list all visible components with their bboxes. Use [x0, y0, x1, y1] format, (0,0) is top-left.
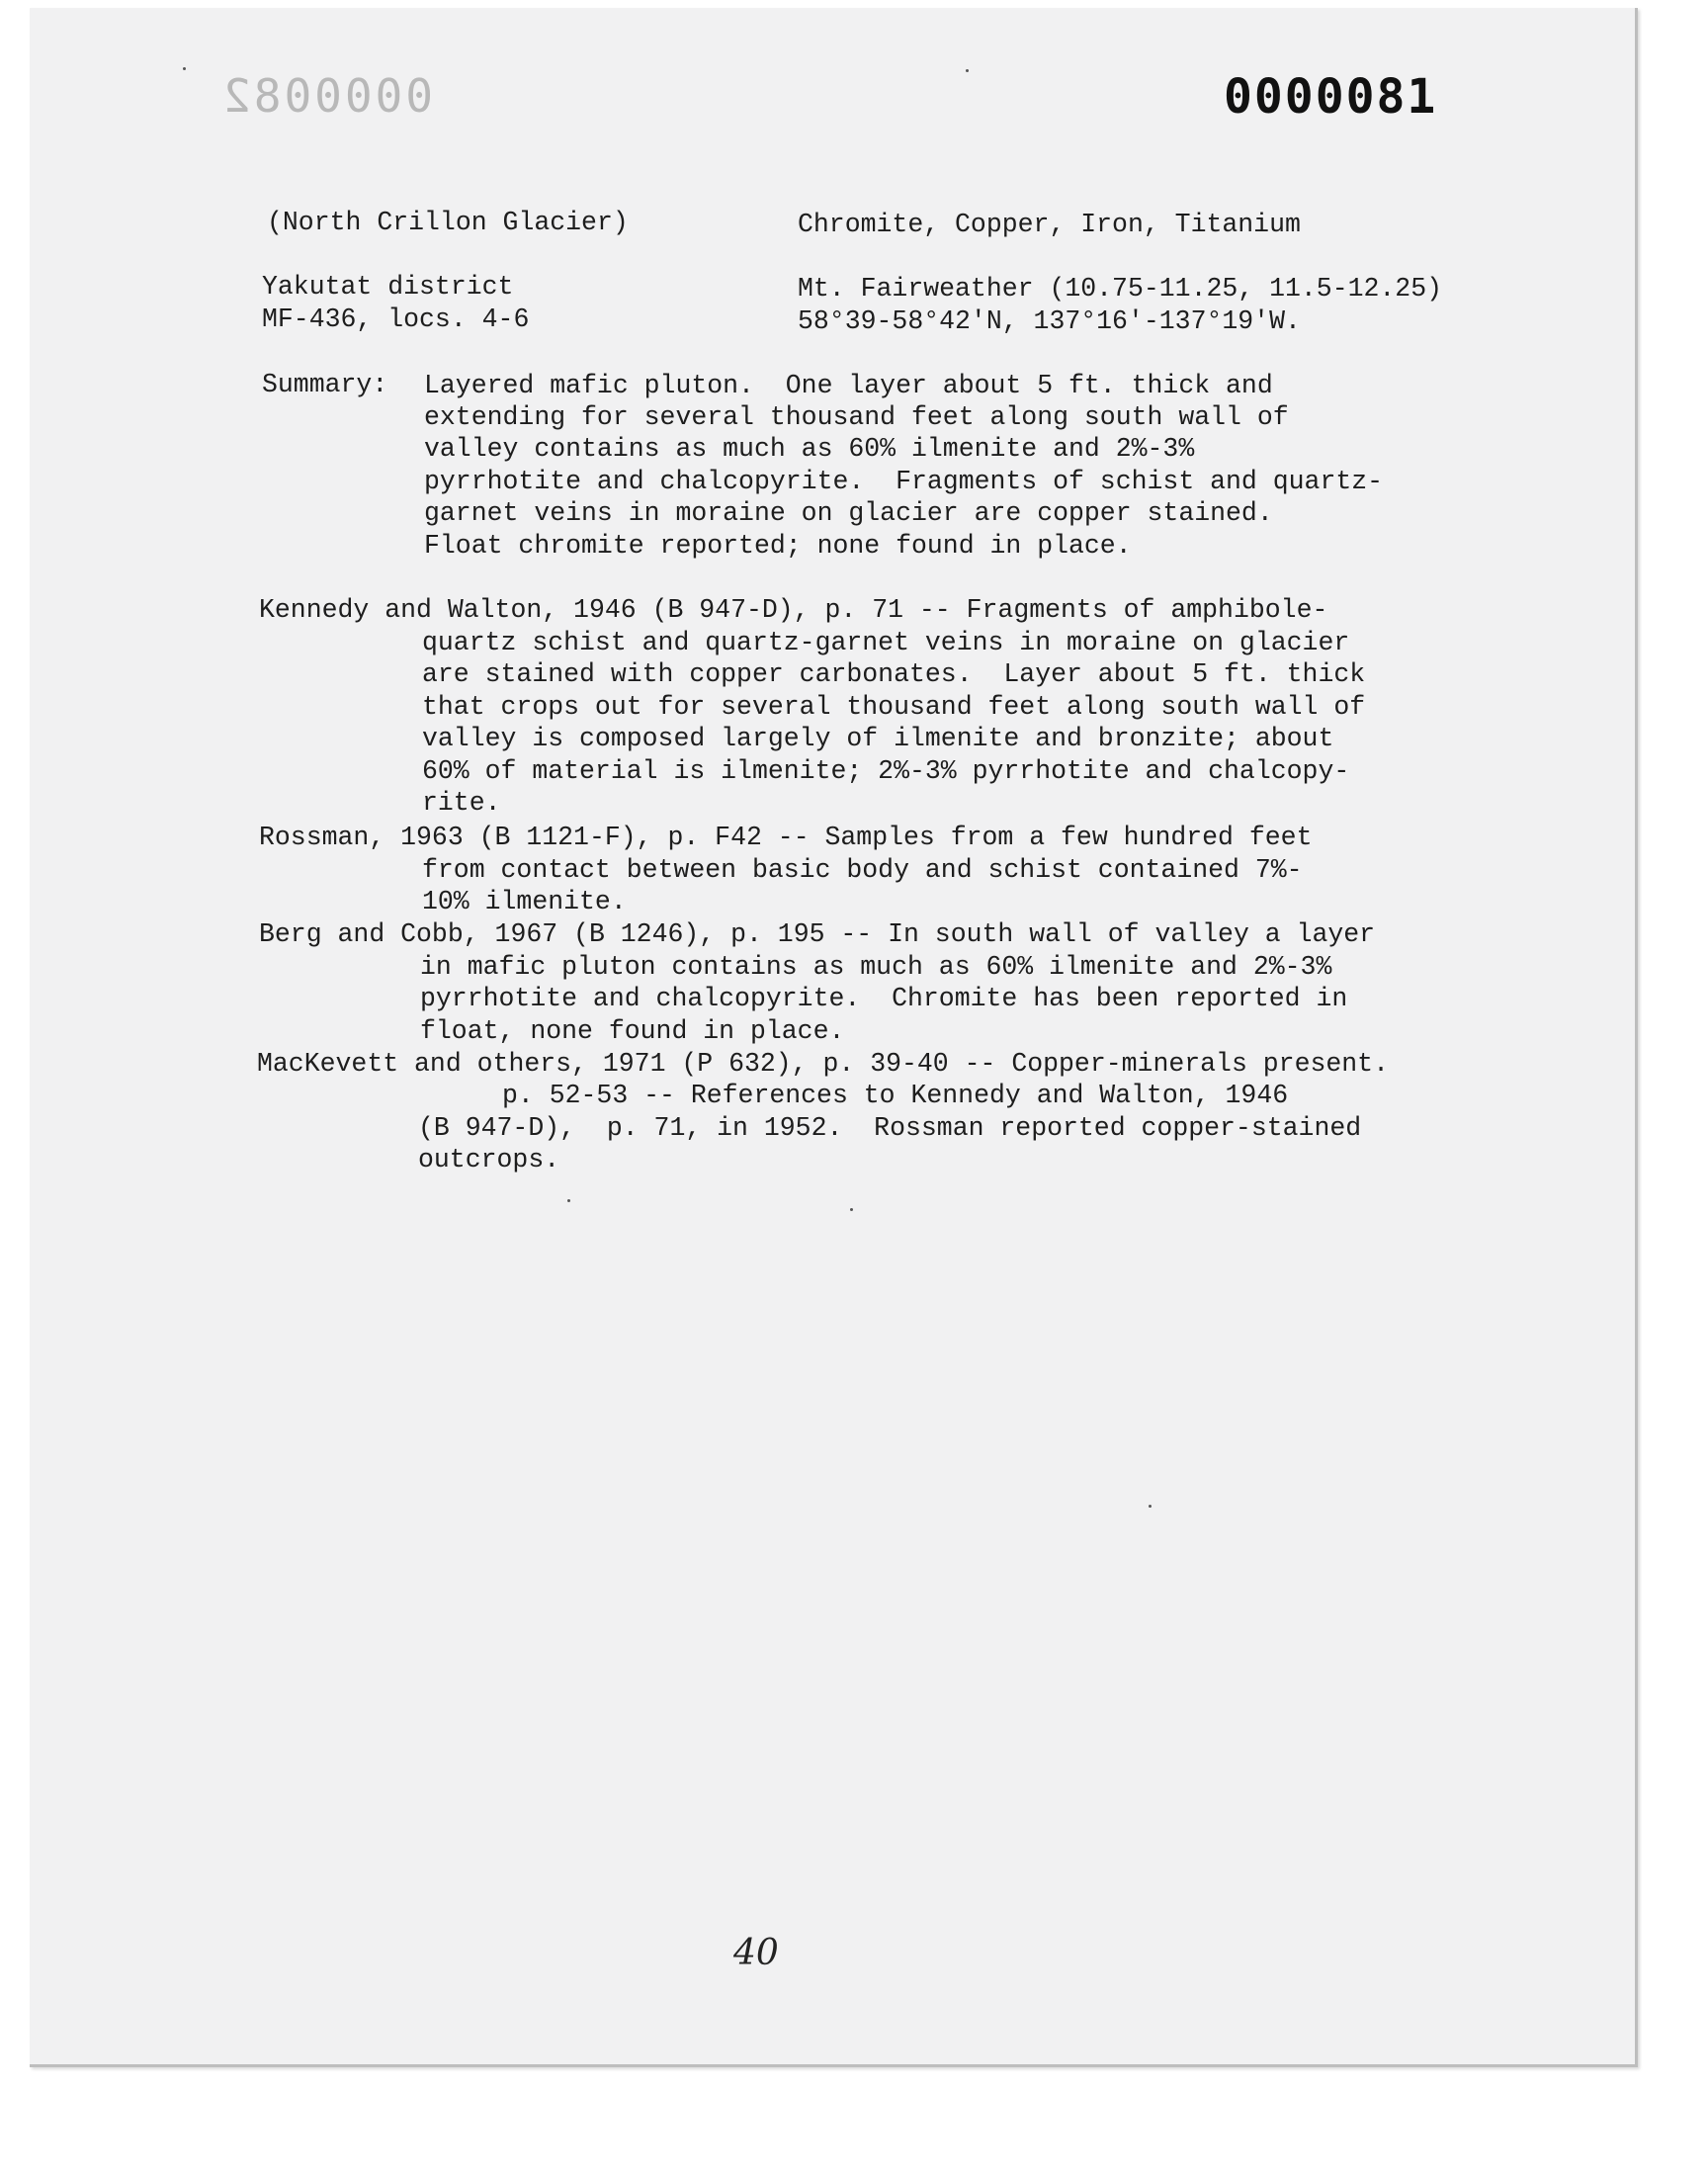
- reference-citation: Kennedy and Walton, 1946 (B 947-D), p. 71 -- Fragments of amphibole-: [259, 595, 1328, 625]
- summary-line: garnet veins in moraine on glacier are copper stained.: [424, 498, 1273, 528]
- summary-line: extending for several thousand feet along south wall of: [424, 402, 1289, 432]
- reference-line: float, none found in place.: [420, 1016, 845, 1046]
- summary-line: pyrrhotite and chalcopyrite. Fragments of schist and quartz-: [424, 467, 1384, 496]
- summary-line: Float chromite reported; none found in place.: [424, 531, 1132, 561]
- bleed-through-stamp: 0000082: [220, 69, 433, 123]
- reference-line: quartz schist and quartz-garnet veins in moraine on glacier: [422, 628, 1350, 657]
- scan-speck: [850, 1208, 853, 1211]
- commodities: Chromite, Copper, Iron, Titanium: [798, 210, 1301, 239]
- document-number-stamp: 0000081: [1224, 69, 1438, 125]
- summary-line: Layered mafic pluton. One layer about 5 ft. thick and: [424, 371, 1273, 400]
- scan-speck: [1149, 1505, 1152, 1508]
- reference-citation: MacKevett and others, 1971 (P 632), p. 39-40 -- Copper-minerals present.: [257, 1049, 1389, 1079]
- reference-citation: Rossman, 1963 (B 1121-F), p. F42 -- Samples from a few hundred feet: [259, 823, 1313, 852]
- scan-speck: [183, 67, 186, 70]
- reference-line: that crops out for several thousand feet along south wall of: [422, 692, 1366, 722]
- locality-name: (North Crillon Glacier): [267, 208, 629, 237]
- reference-line: from contact between basic body and schist contained 7%-: [422, 855, 1303, 885]
- page-number: 40: [733, 1933, 779, 1973]
- reference-line: 60% of material is ilmenite; 2%-3% pyrrhotite and chalcopy-: [422, 756, 1350, 786]
- district: Yakutat district: [262, 272, 514, 302]
- reference-line: rite.: [422, 788, 501, 818]
- reference-line: (B 947-D), p. 71, in 1952. Rossman reported copper-stained: [418, 1113, 1362, 1143]
- map-reference: MF-436, locs. 4-6: [262, 304, 530, 334]
- summary-label: Summary:: [262, 370, 388, 399]
- reference-citation: Berg and Cobb, 1967 (B 1246), p. 195 -- In south wall of valley a layer: [259, 919, 1376, 949]
- coordinates: 58°39-58°42'N, 137°16'-137°19'W.: [798, 306, 1301, 336]
- scan-speck: [966, 69, 969, 72]
- reference-line: outcrops.: [418, 1145, 560, 1174]
- quadrangle: Mt. Fairweather (10.75-11.25, 11.5-12.25): [798, 274, 1443, 304]
- reference-line: 10% ilmenite.: [422, 887, 627, 916]
- reference-line: pyrrhotite and chalcopyrite. Chromite has been reported in: [420, 984, 1348, 1013]
- summary-line: valley contains as much as 60% ilmenite and 2%-3%: [424, 434, 1195, 464]
- scan-background: [0, 2111, 1708, 2175]
- reference-line: are stained with copper carbonates. Layer about 5 ft. thick: [422, 659, 1366, 689]
- reference-line: in mafic pluton contains as much as 60% ilmenite and 2%-3%: [420, 952, 1332, 982]
- scan-speck: [567, 1199, 570, 1202]
- reference-line: valley is composed largely of ilmenite and bronzite; about: [422, 724, 1334, 753]
- reference-sub-line: p. 52-53 -- References to Kennedy and Walton, 1946: [502, 1081, 1289, 1110]
